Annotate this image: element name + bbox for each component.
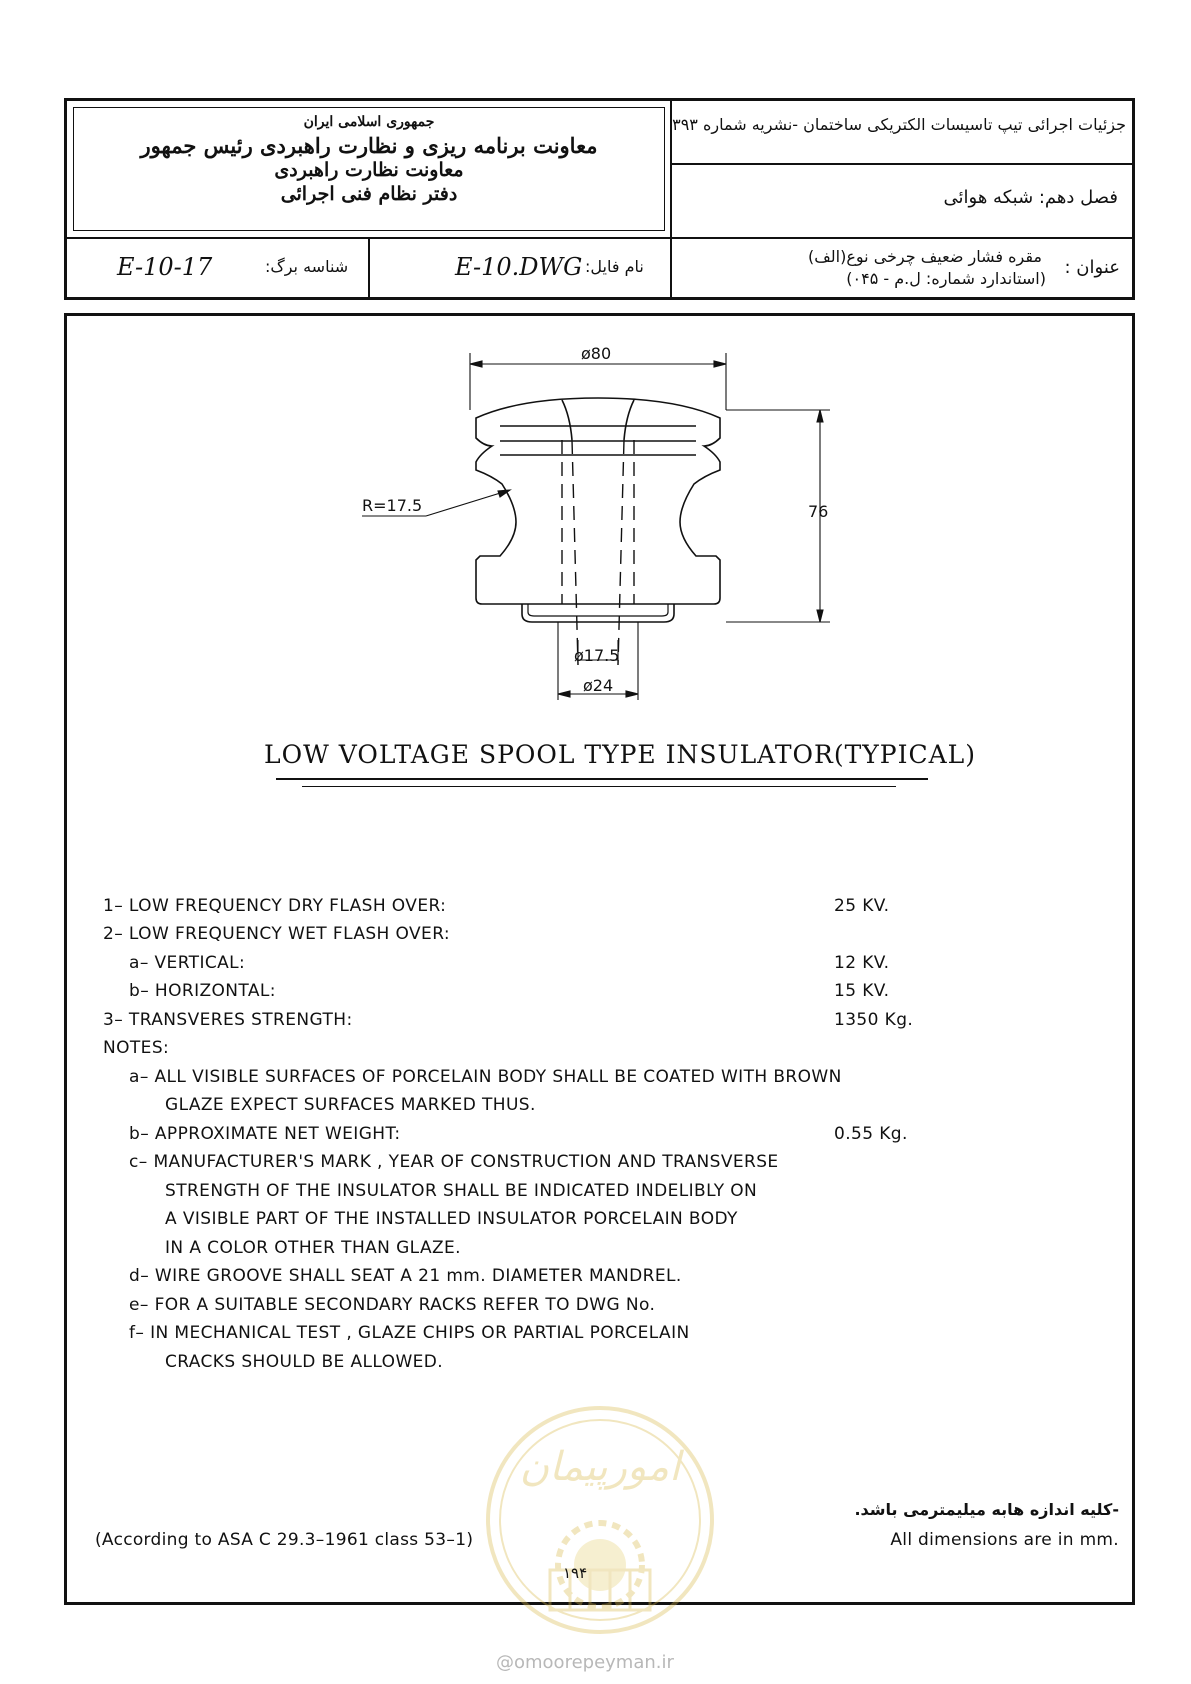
base-plate [522,604,674,622]
watermark-text: امورپیمان [519,1444,681,1490]
note-c: c– MANUFACTURER'S MARK , YEAR OF CONSTRUCTION AND TRANSVERSE [129,1152,779,1172]
note-a: a– ALL VISIBLE SURFACES OF PORCELAIN BODY SHALL BE COATED WITH BROWN [129,1067,842,1087]
standard-number: (استاندارد شماره: ل.م - ۰۴۵) [846,269,1046,288]
title-label: عنوان : [1064,257,1120,278]
insulator-body-outline [476,398,720,604]
chapter-title: فصل دهم: شبکه هوائی [943,187,1118,208]
page-number: ۱۹۴ [563,1564,588,1582]
org-line-1: جمهوری اسلامی ایران [303,114,435,130]
standard-reference: (According to ASA C 29.3–1961 class 53–1) [95,1530,474,1550]
radius-leader [426,490,510,516]
spec-line-3: 3– TRANSVERES STRENGTH: [103,1010,353,1030]
file-label: نام فایل: [585,257,644,276]
title-underline-thin [302,786,896,787]
bore-hidden-right [618,440,624,665]
note-d: d– WIRE GROOVE SHALL SEAT A 21 mm. DIAMETER MANDREL. [129,1266,682,1286]
dim-top-diameter: ø80 [581,344,612,363]
note-c-cont-3: IN A COLOR OTHER THAN GLAZE. [165,1238,461,1258]
spec-line-2a: a– VERTICAL: [129,953,246,973]
sheet-id: E-10-17 [117,253,213,281]
dim-radius: R=17.5 [362,496,423,515]
spec-value-1: 25 KV. [834,896,890,916]
spec-value-3: 1350 Kg. [834,1010,914,1030]
org-line-4: دفتر نظام فنی اجرائی [280,183,458,206]
note-b: b– APPROXIMATE NET WEIGHT: [129,1124,401,1144]
spec-value-2b: 15 KV. [834,981,890,1001]
dim-inner-diameter: ø17.5 [574,646,620,665]
dim-base-diameter: ø24 [583,676,614,695]
title-underline [276,778,928,780]
note-c-cont-2: A VISIBLE PART OF THE INSTALLED INSULATOR PORCELAIN BODY [165,1209,738,1229]
notes-heading: NOTES: [103,1038,170,1058]
spec-line-1: 1– LOW FREQUENCY DRY FLASH OVER: [103,896,447,916]
spec-line-2: 2– LOW FREQUENCY WET FLASH OVER: [103,924,451,944]
bore-hidden-left [572,440,578,665]
drawing-title: LOW VOLTAGE SPOOL TYPE INSULATOR(TYPICAL) [264,740,977,769]
at-icon: @ [496,1652,514,1673]
dimensions-note-en: All dimensions are in mm. [890,1530,1119,1550]
watermark-url [496,1652,674,1673]
sheet-label: شناسه برگ: [265,257,349,276]
note-f-cont: CRACKS SHOULD BE ALLOWED. [165,1352,444,1372]
dimensions-note-fa: -کلیه اندازه هابه میلیمترمی باشد. [854,1500,1119,1519]
file-name: E-10.DWG [455,253,583,281]
note-e: e– FOR A SUITABLE SECONDARY RACKS REFER TO DWG No. [129,1295,656,1315]
note-b-value: 0.55 Kg. [834,1124,908,1144]
drawing-title-fa: مقره فشار ضعیف چرخی نوع(الف) [807,247,1042,266]
org-line-2: معاونت برنامه ریزی و نظارت راهبردی رئیس جمهور [140,133,598,159]
watermark-url-text: omoorepeyman.ir [514,1652,674,1673]
dim-height: 76 [808,502,829,521]
spec-value-2a: 12 KV. [834,953,890,973]
note-c-cont-1: STRENGTH OF THE INSULATOR SHALL BE INDICATED INDELIBLY ON [165,1181,758,1201]
note-f: f– IN MECHANICAL TEST , GLAZE CHIPS OR PARTIAL PORCELAIN [129,1323,690,1343]
watermark-seal [480,1400,720,1640]
note-a-cont: GLAZE EXPECT SURFACES MARKED THUS. [165,1095,536,1115]
publication-title: جزئیات اجرائی تیپ تاسیسات الکتریکی ساختمان -نشریه شماره ۳۹۳ [672,115,1126,134]
spec-line-2b: b– HORIZONTAL: [129,981,276,1001]
org-line-3: معاونت نظارت راهبردی [274,159,464,182]
